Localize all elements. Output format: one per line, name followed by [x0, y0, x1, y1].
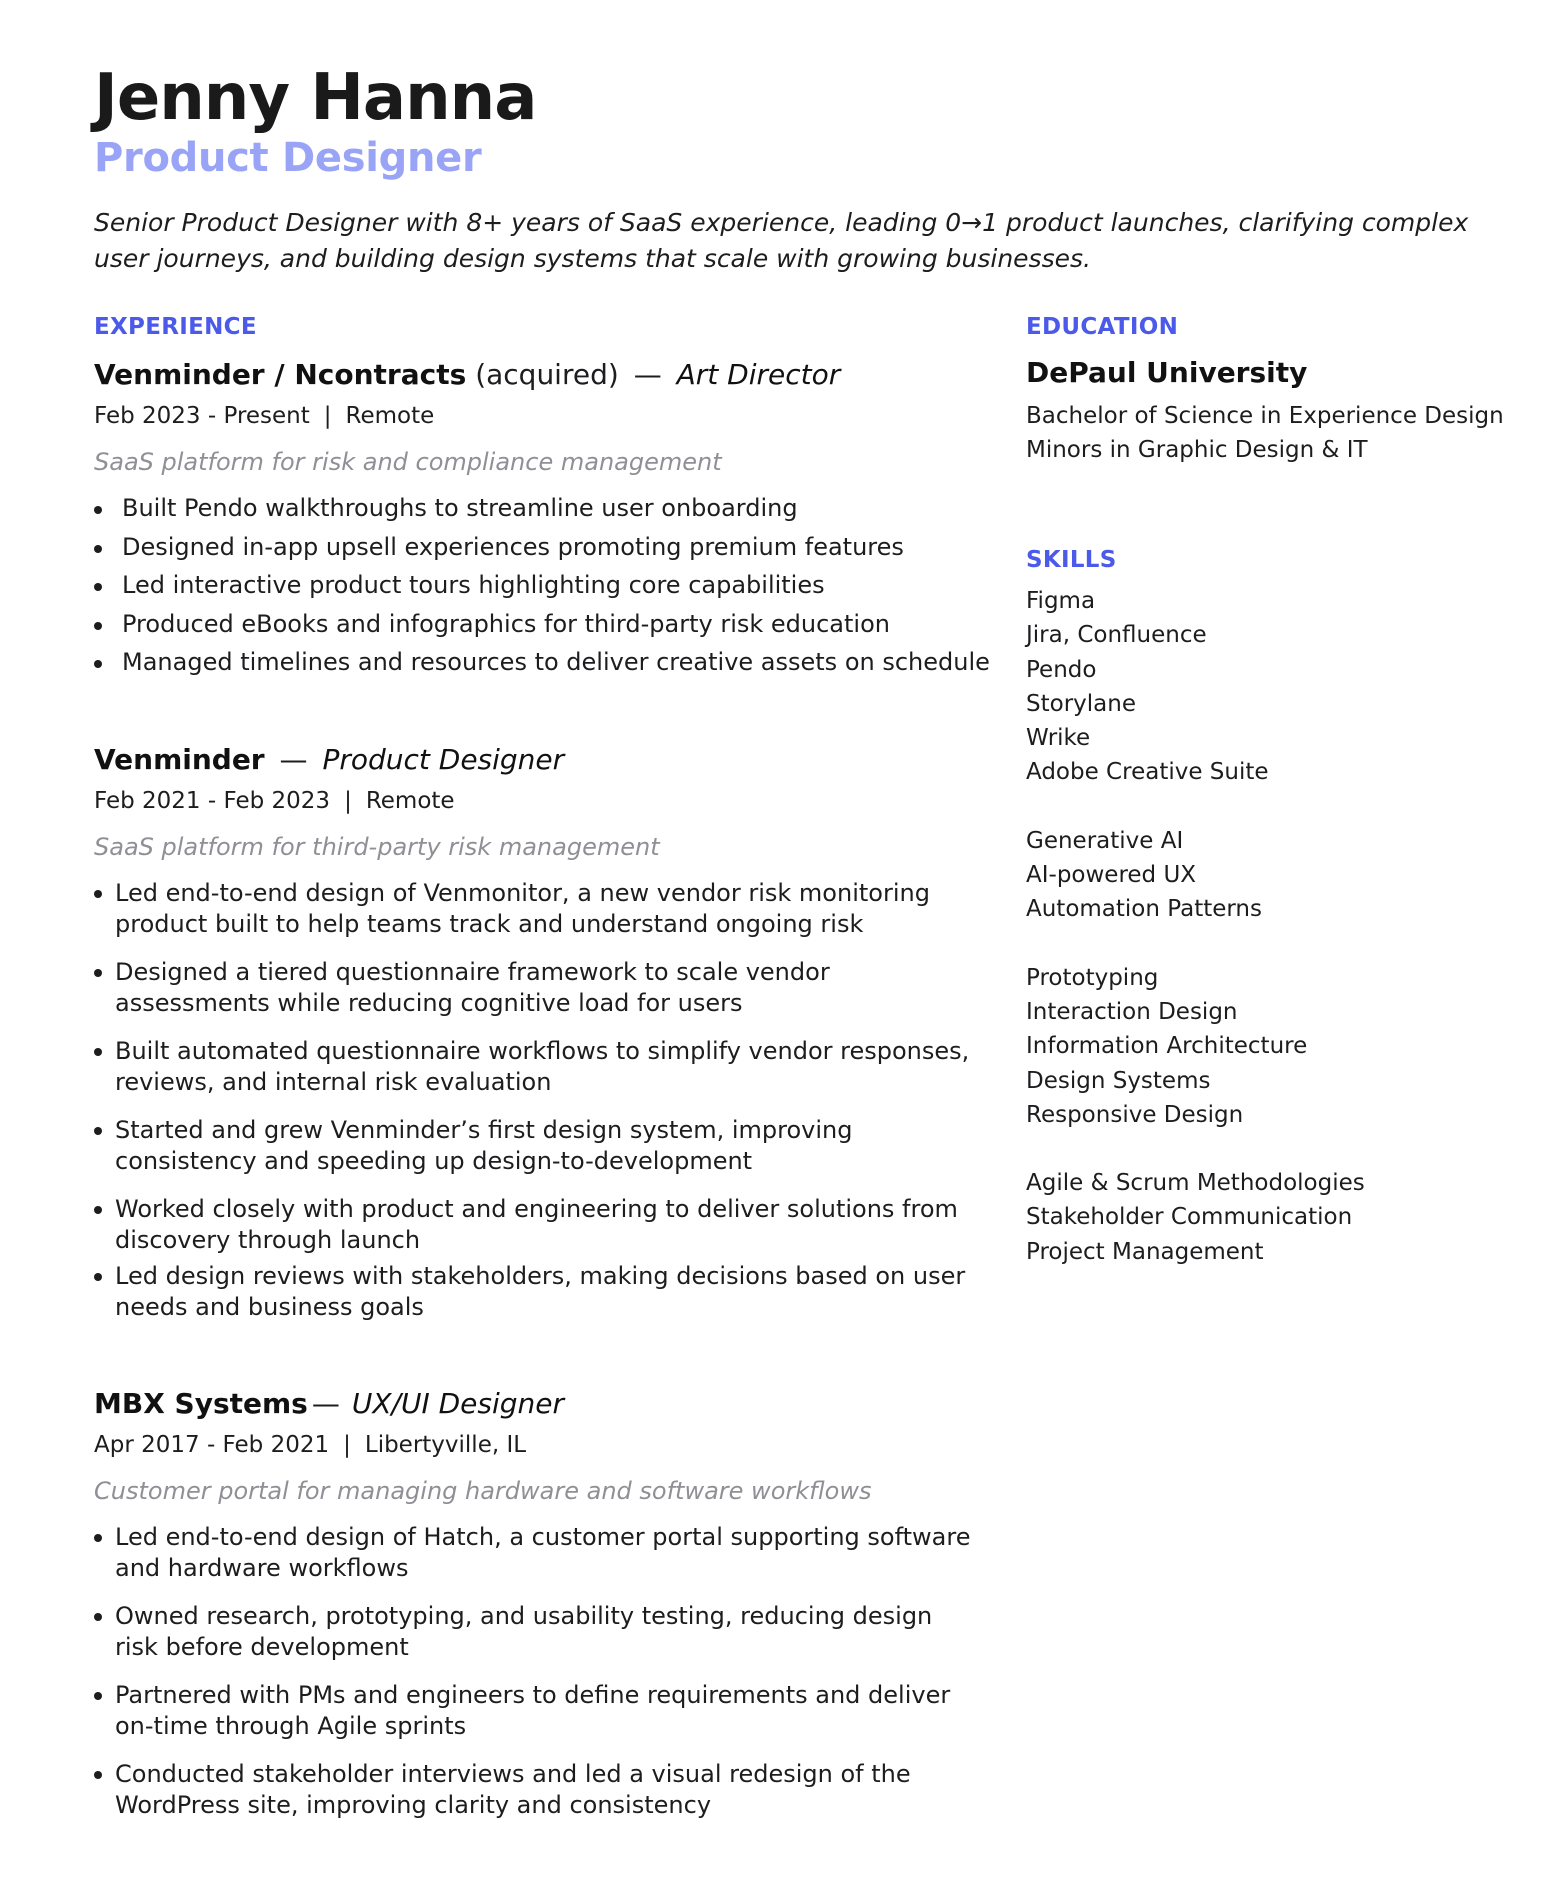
job-location: Remote [365, 788, 455, 814]
resume-header [94, 62, 1504, 182]
bullet-text: Led design reviews with stakeholders, making decisions based on user needs and business goals [115, 1262, 966, 1321]
skill-item: Agile & Scrum Methodologies [1026, 1170, 1365, 1197]
bullet-text: Produced eBooks and infographics for third-party risk education [122, 609, 890, 638]
bullet-text: Partnered with PMs and engineers to define requirements and deliver on-time through Agile sprints [115, 1681, 951, 1740]
list-item [94, 1680, 974, 1742]
role-title: Art Director [676, 358, 841, 391]
bullet-text: Conducted stakeholder interviews and led a visual redesign of the WordPress site, improving clarity and consistency [115, 1760, 911, 1819]
em-dash: — [633, 358, 662, 391]
bullet-text: Led interactive product tours highlighting core capabilities [122, 571, 825, 599]
bullet-dot [94, 506, 102, 514]
role-title: UX/UI Designer [351, 1387, 565, 1420]
job-bullets [94, 878, 974, 1323]
sidebar-column [1026, 310, 1506, 1265]
education-heading: EDUCATION [1026, 314, 1179, 340]
list-item [94, 570, 974, 601]
skill-item: Interaction Design [1026, 998, 1238, 1025]
list-item [94, 609, 974, 640]
list-item [94, 1522, 974, 1584]
skills-heading: SKILLS [1026, 547, 1117, 573]
bullet-text: Built automated questionnaire workflows to simplify vendor responses, reviews, and internal risk evaluation [115, 1037, 970, 1096]
list-item [94, 957, 974, 1019]
minors: Minors in Graphic Design & IT [1026, 437, 1368, 463]
skill-item: Wrike [1026, 725, 1091, 752]
bullet-text: Managed timelines and resources to deliver creative assets on schedule [122, 648, 990, 676]
job-bullets [94, 493, 990, 678]
bullet-dot [94, 890, 102, 898]
bullet-dot [94, 969, 102, 977]
job-location: Libertyville, IL [364, 1432, 527, 1458]
bullet-dot [94, 1206, 102, 1214]
degree: Bachelor of Science in Experience Design [1026, 403, 1504, 429]
job-dates: Feb 2023 - Present [94, 403, 310, 429]
bullet-dot [94, 1048, 102, 1056]
job-bullets [94, 1522, 974, 1821]
skill-item: Jira, Confluence [1026, 622, 1207, 649]
company-name: Venminder / Ncontracts [94, 358, 467, 391]
bullet-dot [94, 583, 102, 591]
list-item [94, 493, 974, 524]
bullet-text: Owned research, prototyping, and usability testing, reducing design risk before development [115, 1602, 933, 1661]
skill-item: Generative AI [1026, 827, 1184, 854]
skill-item: Storylane [1026, 690, 1136, 717]
job-tagline: Customer portal for managing hardware and software workflows [94, 1477, 872, 1505]
bullet-dot [94, 545, 102, 553]
meta-separator: | [323, 403, 332, 429]
company-name: Venminder [94, 743, 265, 776]
list-item [94, 1036, 974, 1098]
em-dash: — [279, 743, 308, 776]
job-tagline: SaaS platform for risk and compliance management [94, 448, 722, 476]
company-note: (acquired) [475, 358, 619, 391]
skill-group-ai [1026, 824, 1506, 927]
job-meta [94, 400, 974, 432]
summary: Senior Product Designer with 8+ years of SaaS experience, leading 0→1 product launches, clarifying complex user journeys, and building design systems that scale with growing businesses. [94, 208, 1469, 273]
skill-item: Design Systems [1026, 1067, 1211, 1094]
candidate-title: Product Designer [94, 135, 482, 181]
bullet-dot [94, 1771, 102, 1779]
skill-item: Prototyping [1026, 964, 1159, 991]
bullet-dot [94, 1127, 102, 1135]
job-location: Remote [345, 403, 435, 429]
skill-item: Pendo [1026, 656, 1097, 683]
company-name: MBX Systems [94, 1387, 308, 1420]
education-details [1026, 399, 1506, 467]
bullet-text: Built Pendo walkthroughs to streamline user onboarding [122, 494, 798, 522]
bullet-text: Led end-to-end design of Venmonitor, a new vendor risk monitoring product built to help teams track and understand ongoing risk [115, 879, 930, 938]
school-name: DePaul University [1026, 356, 1308, 389]
candidate-name: Jenny Hanna [94, 61, 537, 135]
skill-item: Figma [1026, 588, 1096, 614]
list-item [94, 532, 974, 563]
bullet-text: Designed a tiered questionnaire framework to scale vendor assessments while reducing cognitive load for users [115, 958, 830, 1017]
skill-item: Project Management [1026, 1238, 1264, 1265]
bullet-text: Designed in-app upsell experiences promoting premium features [122, 532, 904, 561]
job-entry [94, 356, 990, 686]
experience-section [94, 310, 990, 1819]
list-item [94, 647, 990, 678]
skill-item: Responsive Design [1026, 1101, 1244, 1128]
list-item [94, 878, 974, 940]
job-header [94, 1385, 974, 1423]
job-entry [94, 741, 974, 1340]
meta-separator: | [343, 1432, 351, 1458]
list-item [94, 1601, 974, 1663]
job-header [94, 741, 974, 779]
skill-group-tools [1026, 584, 1506, 790]
em-dash: — [311, 1387, 340, 1420]
bullet-text: Started and grew Venminder’s first design system, improving consistency and speeding up design-to-development [115, 1116, 853, 1175]
job-meta [94, 1429, 974, 1461]
skill-item: Stakeholder Communication [1026, 1204, 1353, 1231]
job-dates: Apr 2017 - Feb 2021 [94, 1432, 330, 1458]
skill-item: Adobe Creative Suite [1026, 759, 1269, 786]
bullet-text: Led end-to-end design of Hatch, a customer portal supporting software and hardware workflows [115, 1523, 971, 1582]
list-item [94, 1759, 974, 1821]
bullet-dot [94, 660, 102, 668]
skill-group-design [1026, 961, 1506, 1132]
skill-group-process [1026, 1166, 1506, 1269]
job-tagline: SaaS platform for third-party risk management [94, 833, 660, 861]
skill-item: Information Architecture [1026, 1033, 1308, 1060]
meta-separator: | [344, 788, 352, 814]
bullet-dot [94, 622, 102, 630]
job-dates: Feb 2021 - Feb 2023 [94, 788, 331, 814]
bullet-dot [94, 1692, 102, 1700]
experience-heading: EXPERIENCE [94, 314, 257, 340]
skill-item: AI-powered UX [1026, 862, 1197, 889]
role-title: Product Designer [322, 743, 565, 776]
bullet-dot [94, 1273, 102, 1281]
job-meta [94, 785, 974, 817]
bullet-text: Worked closely with product and engineering to deliver solutions from discovery through launch [115, 1195, 958, 1254]
job-entry [94, 1385, 974, 1838]
list-item [94, 1261, 974, 1323]
skills-section [1026, 543, 1506, 1269]
skill-item: Automation Patterns [1026, 896, 1262, 923]
education-section [1026, 310, 1506, 467]
list-item [94, 1194, 974, 1256]
bullet-dot [94, 1534, 102, 1542]
list-item [94, 1115, 974, 1177]
bullet-dot [94, 1613, 102, 1621]
job-header [94, 356, 974, 394]
